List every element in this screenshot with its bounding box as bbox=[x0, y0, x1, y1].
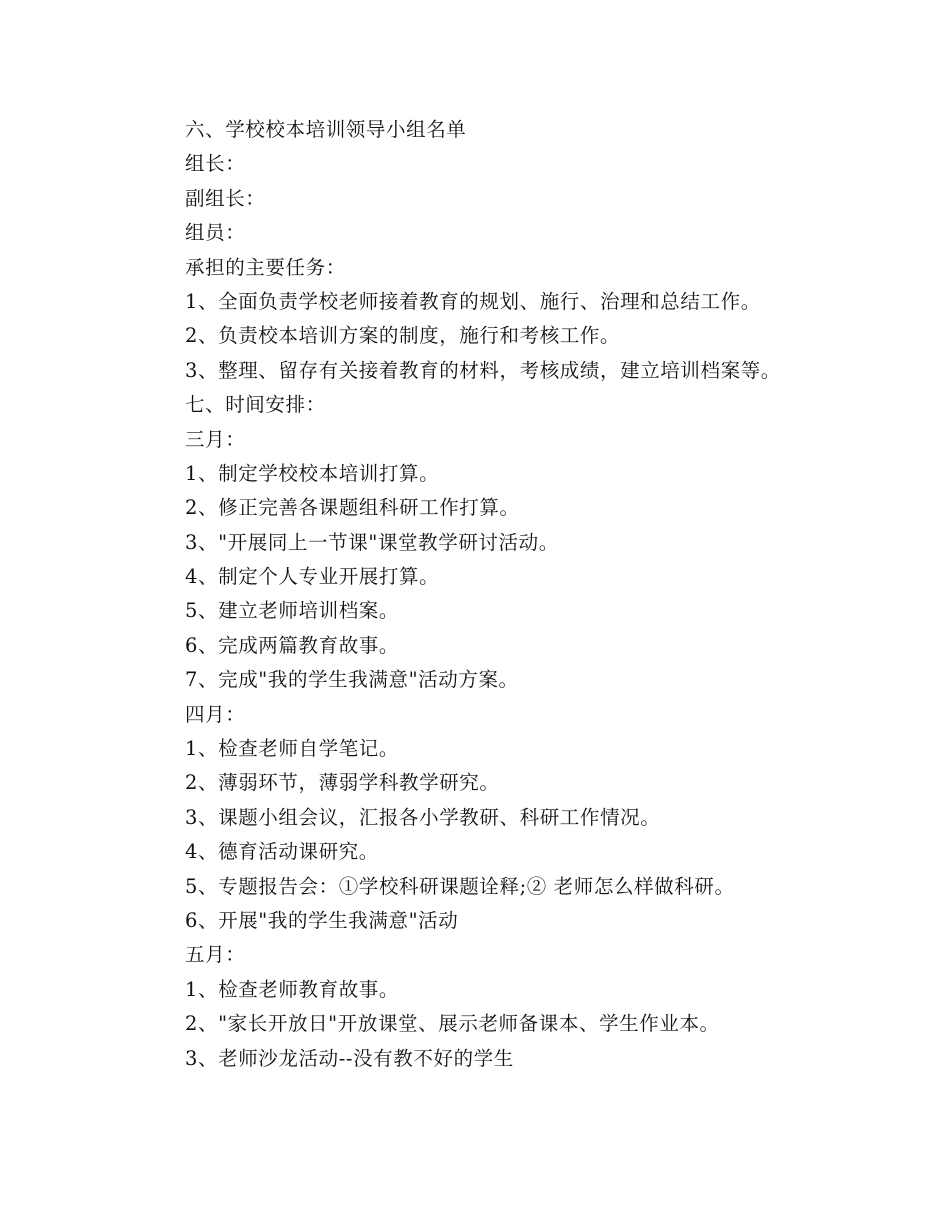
document-body bbox=[185, 113, 885, 1076]
deputy-leader-label: 副组长： bbox=[185, 186, 266, 210]
march-item: 2、修正完善各课题组科研工作打算。 bbox=[185, 496, 520, 520]
may-item: 3、老师沙龙活动--没有教不好的学生 bbox=[185, 1046, 514, 1070]
task-item: 2、负责校本培训方案的制度，施行和考核工作。 bbox=[185, 324, 621, 348]
april-item: 3、课题小组会议，汇报各小学教研、科研工作情况。 bbox=[185, 805, 661, 829]
april-item: 5、专题报告会：①学校科研课题诠释;② 老师怎么样做科研。 bbox=[185, 874, 735, 898]
members-label: 组员： bbox=[185, 221, 246, 245]
month-heading-may: 五月： bbox=[185, 943, 246, 967]
march-item: 7、完成"我的学生我满意"活动方案。 bbox=[185, 668, 519, 692]
may-item: 2、"家长开放日"开放课堂、展示老师备课本、学生作业本。 bbox=[185, 1012, 720, 1036]
leader-label: 组长： bbox=[185, 152, 246, 176]
march-item: 3、"开展同上一节课"课堂教学研讨活动。 bbox=[185, 530, 559, 554]
task-item: 3、整理、留存有关接着教育的材料，考核成绩，建立培训档案等。 bbox=[185, 358, 781, 382]
task-item: 1、全面负责学校老师接着教育的规划、施行、治理和总结工作。 bbox=[185, 289, 761, 313]
march-item: 4、制定个人专业开展打算。 bbox=[185, 565, 440, 589]
section-heading-schedule: 七、时间安排： bbox=[185, 393, 326, 417]
april-item: 1、检查老师自学笔记。 bbox=[185, 737, 400, 761]
april-item: 4、德育活动课研究。 bbox=[185, 840, 379, 864]
month-heading-april: 四月： bbox=[185, 702, 246, 726]
may-item: 1、检查老师教育故事。 bbox=[185, 977, 400, 1001]
main-tasks-heading: 承担的主要任务： bbox=[185, 255, 346, 279]
march-item: 5、建立老师培训档案。 bbox=[185, 599, 400, 623]
april-item: 2、薄弱环节，薄弱学科教学研究。 bbox=[185, 771, 500, 795]
april-item: 6、开展"我的学生我满意"活动 bbox=[185, 908, 459, 932]
month-heading-march: 三月： bbox=[185, 427, 246, 451]
section-heading-leadership-group: 六、学校校本培训领导小组名单 bbox=[185, 118, 467, 141]
march-item: 1、制定学校校本培训打算。 bbox=[185, 461, 440, 485]
march-item: 6、完成两篇教育故事。 bbox=[185, 633, 400, 657]
